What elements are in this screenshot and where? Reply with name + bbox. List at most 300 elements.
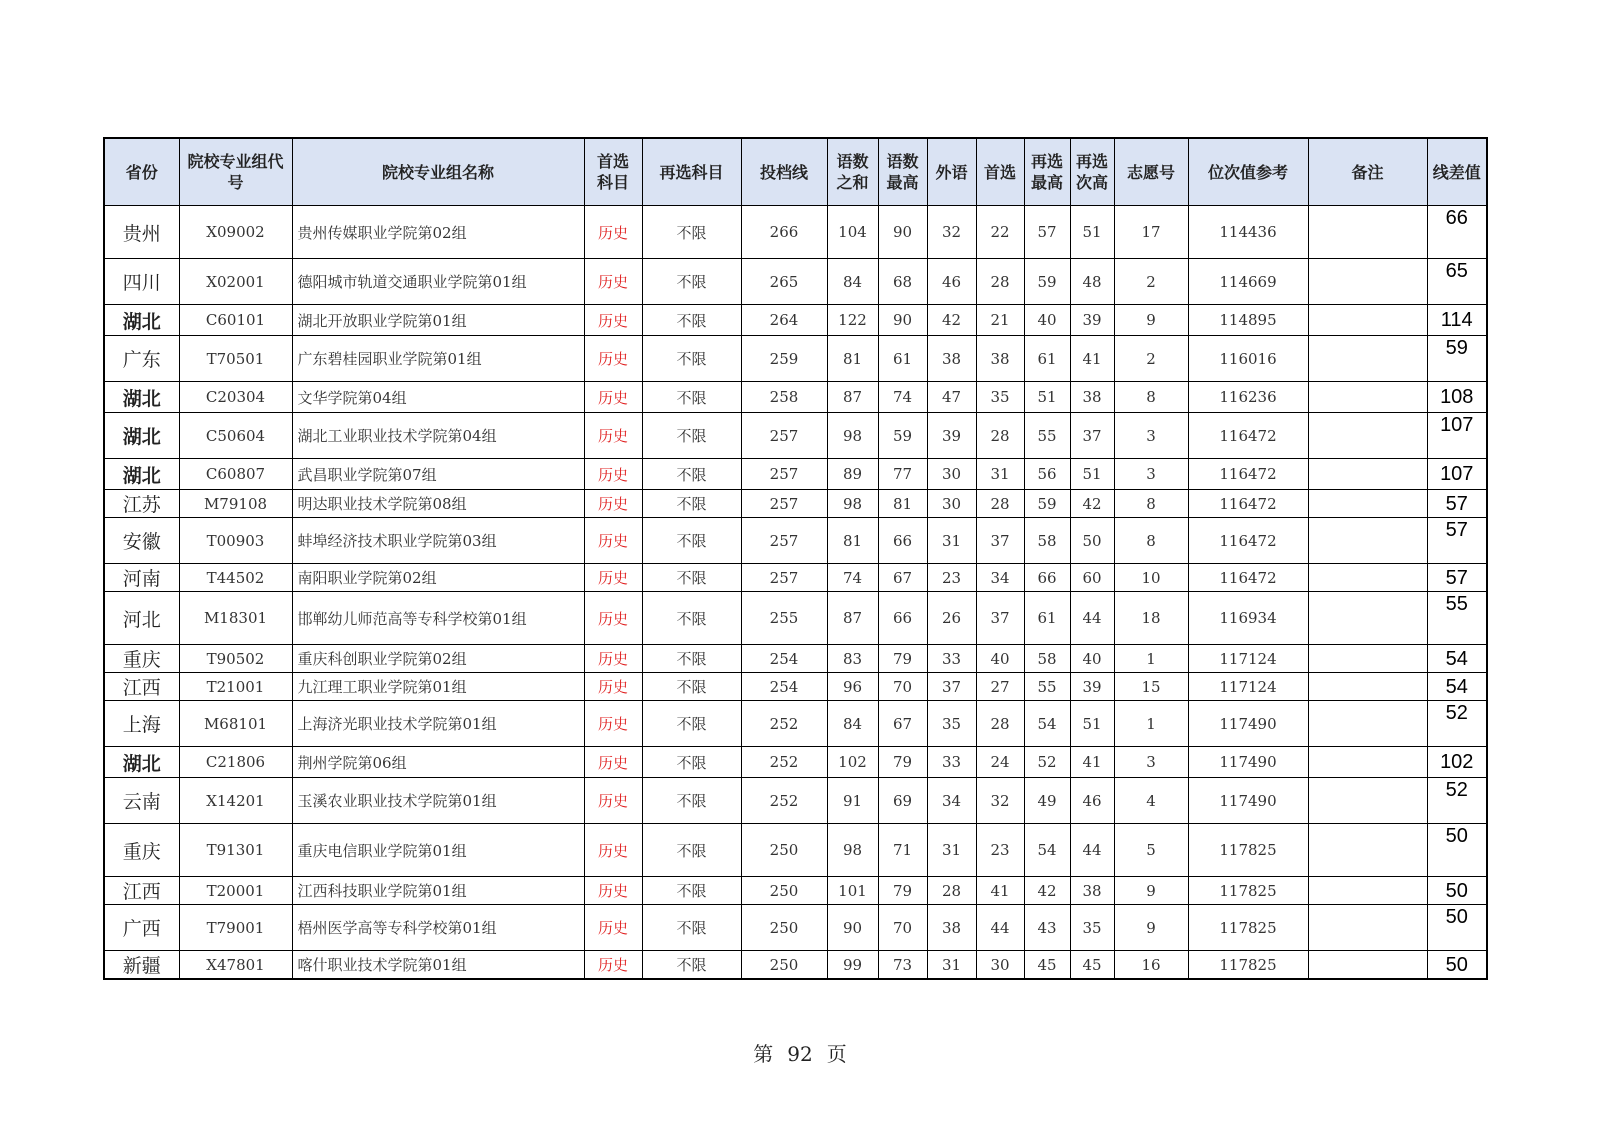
cell-foreign: 42 [927,305,976,336]
cell-diff: 66 [1427,206,1487,259]
cell-province: 重庆 [104,824,179,877]
cell-re-max: 56 [1024,459,1070,490]
page-footer [0,1038,1600,1067]
cell-name: 广东碧桂园职业学院第01组 [292,336,584,382]
cell-re-max: 40 [1024,305,1070,336]
table-row [104,645,1487,673]
cell-re-second: 50 [1070,518,1114,564]
cell-first: 30 [976,951,1024,980]
cell-first-subject: 历史 [584,905,642,951]
page-prefix: 第 [753,1042,774,1066]
cell-rank: 117825 [1188,951,1308,980]
cell-re-max: 55 [1024,673,1070,701]
header-province: 省份 [104,138,179,206]
cell-first: 41 [976,877,1024,905]
cell-second-subject: 不限 [642,747,741,778]
cell-re-max: 59 [1024,490,1070,518]
cell-second-subject: 不限 [642,905,741,951]
cell-first: 22 [976,206,1024,259]
cell-re-max: 51 [1024,382,1070,413]
cell-foreign: 30 [927,490,976,518]
cell-diff: 57 [1427,490,1487,518]
cell-diff: 50 [1427,877,1487,905]
cell-name: 喀什职业技术学院第01组 [292,951,584,980]
cell-wish: 5 [1114,824,1188,877]
cell-province: 安徽 [104,518,179,564]
cell-code: M68101 [179,701,292,747]
cell-line: 259 [741,336,827,382]
table-row [104,413,1487,459]
cell-code: T90502 [179,645,292,673]
cell-re-max: 52 [1024,747,1070,778]
cell-code: C20304 [179,382,292,413]
cell-first-subject: 历史 [584,778,642,824]
cell-province: 江西 [104,673,179,701]
cell-first-subject: 历史 [584,459,642,490]
cell-wish: 1 [1114,645,1188,673]
cell-name: 江西科技职业学院第01组 [292,877,584,905]
cell-code: M18301 [179,592,292,645]
cell-name: 重庆电信职业学院第01组 [292,824,584,877]
cell-diff: 114 [1427,305,1487,336]
cell-first: 34 [976,564,1024,592]
cell-yushu-sum: 81 [827,336,878,382]
cell-foreign: 34 [927,778,976,824]
cell-wish: 8 [1114,382,1188,413]
cell-rank: 117825 [1188,877,1308,905]
cell-line: 250 [741,877,827,905]
cell-yushu-sum: 101 [827,877,878,905]
cell-province: 湖北 [104,459,179,490]
cell-re-max: 66 [1024,564,1070,592]
cell-foreign: 26 [927,592,976,645]
cell-second-subject: 不限 [642,951,741,980]
cell-name: 荆州学院第06组 [292,747,584,778]
cell-second-subject: 不限 [642,490,741,518]
cell-province: 贵州 [104,206,179,259]
cell-yushu-sum: 91 [827,778,878,824]
cell-name: 蚌埠经济技术职业学院第03组 [292,518,584,564]
cell-remark [1308,645,1427,673]
cell-yushu-sum: 84 [827,701,878,747]
cell-remark [1308,778,1427,824]
cell-first-subject: 历史 [584,518,642,564]
cell-foreign: 31 [927,951,976,980]
cell-first: 37 [976,518,1024,564]
cell-name: 明达职业技术学院第08组 [292,490,584,518]
cell-code: C60101 [179,305,292,336]
cell-yushu-sum: 98 [827,413,878,459]
cell-first-subject: 历史 [584,747,642,778]
table-body [104,206,1487,980]
cell-first-subject: 历史 [584,673,642,701]
cell-yushu-max: 67 [878,564,927,592]
table-row [104,824,1487,877]
cell-first: 37 [976,592,1024,645]
cell-diff: 102 [1427,747,1487,778]
cell-yushu-max: 70 [878,673,927,701]
cell-first-subject: 历史 [584,824,642,877]
cell-second-subject: 不限 [642,259,741,305]
cell-yushu-max: 69 [878,778,927,824]
cell-yushu-max: 74 [878,382,927,413]
table-row [104,747,1487,778]
cell-foreign: 33 [927,645,976,673]
cell-rank: 114895 [1188,305,1308,336]
cell-foreign: 38 [927,905,976,951]
cell-re-max: 55 [1024,413,1070,459]
cell-yushu-sum: 122 [827,305,878,336]
table-row [104,701,1487,747]
header-diff: 线差值 [1427,138,1487,206]
cell-line: 257 [741,518,827,564]
cell-rank: 117825 [1188,905,1308,951]
header-re-max: 再选 最高 [1024,138,1070,206]
cell-wish: 8 [1114,490,1188,518]
cell-diff: 107 [1427,459,1487,490]
cell-second-subject: 不限 [642,413,741,459]
cell-foreign: 30 [927,459,976,490]
cell-diff: 108 [1427,382,1487,413]
page-suffix: 页 [826,1042,847,1066]
cell-remark [1308,747,1427,778]
cell-first: 23 [976,824,1024,877]
cell-diff: 54 [1427,673,1487,701]
cell-diff: 52 [1427,701,1487,747]
cell-wish: 10 [1114,564,1188,592]
cell-yushu-max: 66 [878,592,927,645]
table-row [104,778,1487,824]
cell-wish: 17 [1114,206,1188,259]
cell-first: 44 [976,905,1024,951]
cell-yushu-sum: 90 [827,905,878,951]
cell-yushu-sum: 104 [827,206,878,259]
cell-remark [1308,490,1427,518]
cell-name: 德阳城市轨道交通职业学院第01组 [292,259,584,305]
cell-province: 云南 [104,778,179,824]
cell-yushu-sum: 99 [827,951,878,980]
cell-re-max: 57 [1024,206,1070,259]
cell-second-subject: 不限 [642,564,741,592]
cell-re-second: 48 [1070,259,1114,305]
header-yushu-sum: 语数 之和 [827,138,878,206]
cell-yushu-max: 71 [878,824,927,877]
cell-wish: 8 [1114,518,1188,564]
cell-remark [1308,206,1427,259]
cell-diff: 57 [1427,518,1487,564]
cell-name: 贵州传媒职业学院第02组 [292,206,584,259]
cell-remark [1308,877,1427,905]
table-row [104,305,1487,336]
cell-foreign: 39 [927,413,976,459]
cell-name: 上海济光职业技术学院第01组 [292,701,584,747]
cell-rank: 116236 [1188,382,1308,413]
cell-line: 266 [741,206,827,259]
cell-line: 257 [741,459,827,490]
cell-rank: 114669 [1188,259,1308,305]
cell-re-second: 42 [1070,490,1114,518]
cell-first: 27 [976,673,1024,701]
cell-code: X02001 [179,259,292,305]
cell-line: 252 [741,778,827,824]
cell-code: T44502 [179,564,292,592]
header-wish: 志愿号 [1114,138,1188,206]
cell-line: 252 [741,701,827,747]
cell-yushu-max: 67 [878,701,927,747]
cell-province: 江西 [104,877,179,905]
cell-first: 28 [976,490,1024,518]
cell-diff: 57 [1427,564,1487,592]
cell-foreign: 37 [927,673,976,701]
cell-first: 28 [976,701,1024,747]
table-row [104,673,1487,701]
cell-re-second: 44 [1070,824,1114,877]
header-remark: 备注 [1308,138,1427,206]
cell-first-subject: 历史 [584,701,642,747]
cell-line: 264 [741,305,827,336]
cell-rank: 114436 [1188,206,1308,259]
table-row [104,259,1487,305]
cell-wish: 4 [1114,778,1188,824]
cell-foreign: 47 [927,382,976,413]
cell-province: 广西 [104,905,179,951]
cell-rank: 116472 [1188,564,1308,592]
cell-foreign: 28 [927,877,976,905]
cell-first: 31 [976,459,1024,490]
header-yushu-max: 语数 最高 [878,138,927,206]
cell-diff: 54 [1427,645,1487,673]
cell-yushu-max: 68 [878,259,927,305]
cell-line: 254 [741,645,827,673]
cell-code: C60807 [179,459,292,490]
cell-rank: 117490 [1188,778,1308,824]
cell-province: 江苏 [104,490,179,518]
cell-foreign: 33 [927,747,976,778]
table-row [104,459,1487,490]
cell-diff: 50 [1427,824,1487,877]
cell-province: 广东 [104,336,179,382]
cell-remark [1308,701,1427,747]
cell-first-subject: 历史 [584,206,642,259]
cell-remark [1308,951,1427,980]
cell-yushu-sum: 87 [827,592,878,645]
cell-yushu-max: 73 [878,951,927,980]
cell-diff: 50 [1427,951,1487,980]
table-row [104,336,1487,382]
cell-diff: 55 [1427,592,1487,645]
cell-re-max: 61 [1024,592,1070,645]
cell-yushu-max: 79 [878,747,927,778]
cell-foreign: 38 [927,336,976,382]
cell-foreign: 31 [927,518,976,564]
cell-code: X14201 [179,778,292,824]
cell-line: 250 [741,905,827,951]
cell-re-second: 51 [1070,459,1114,490]
cell-code: T70501 [179,336,292,382]
cell-re-max: 49 [1024,778,1070,824]
cell-code: C21806 [179,747,292,778]
cell-first-subject: 历史 [584,413,642,459]
header-name: 院校专业组名称 [292,138,584,206]
table-row [104,518,1487,564]
cell-re-second: 41 [1070,336,1114,382]
cell-yushu-sum: 81 [827,518,878,564]
cell-re-second: 37 [1070,413,1114,459]
cell-line: 265 [741,259,827,305]
cell-remark [1308,305,1427,336]
cell-diff: 52 [1427,778,1487,824]
table-row [104,564,1487,592]
cell-rank: 116472 [1188,413,1308,459]
cell-first-subject: 历史 [584,259,642,305]
table-row [104,905,1487,951]
cell-re-second: 44 [1070,592,1114,645]
cell-remark [1308,905,1427,951]
cell-name: 玉溪农业职业技术学院第01组 [292,778,584,824]
cell-foreign: 31 [927,824,976,877]
cell-second-subject: 不限 [642,824,741,877]
header-row [104,138,1487,206]
cell-re-max: 59 [1024,259,1070,305]
header-first-subject: 首选 科目 [584,138,642,206]
cell-re-max: 45 [1024,951,1070,980]
cell-diff: 65 [1427,259,1487,305]
cell-re-second: 41 [1070,747,1114,778]
cell-wish: 9 [1114,877,1188,905]
cell-foreign: 35 [927,701,976,747]
cell-first: 38 [976,336,1024,382]
cell-re-max: 42 [1024,877,1070,905]
header-foreign: 外语 [927,138,976,206]
cell-line: 250 [741,824,827,877]
cell-wish: 3 [1114,747,1188,778]
cell-province: 重庆 [104,645,179,673]
cell-rank: 116472 [1188,490,1308,518]
cell-diff: 50 [1427,905,1487,951]
cell-first: 28 [976,413,1024,459]
table-row [104,592,1487,645]
cell-first-subject: 历史 [584,564,642,592]
header-first: 首选 [976,138,1024,206]
cell-second-subject: 不限 [642,673,741,701]
cell-province: 河北 [104,592,179,645]
cell-wish: 9 [1114,305,1188,336]
cell-code: T20001 [179,877,292,905]
cell-diff: 59 [1427,336,1487,382]
cell-rank: 117490 [1188,747,1308,778]
cell-remark [1308,336,1427,382]
header-line: 投档线 [741,138,827,206]
cell-line: 254 [741,673,827,701]
page-number: 92 [787,1042,813,1066]
cell-line: 257 [741,490,827,518]
cell-yushu-sum: 96 [827,673,878,701]
cell-re-max: 58 [1024,518,1070,564]
cell-first-subject: 历史 [584,877,642,905]
table-row [104,951,1487,980]
cell-yushu-max: 59 [878,413,927,459]
cell-rank: 116016 [1188,336,1308,382]
cell-yushu-sum: 74 [827,564,878,592]
cell-code: C50604 [179,413,292,459]
cell-wish: 15 [1114,673,1188,701]
cell-rank: 117124 [1188,645,1308,673]
cell-wish: 2 [1114,336,1188,382]
cell-first-subject: 历史 [584,305,642,336]
cell-re-second: 40 [1070,645,1114,673]
cell-second-subject: 不限 [642,459,741,490]
cell-re-second: 35 [1070,905,1114,951]
table-row [104,206,1487,259]
cell-yushu-sum: 83 [827,645,878,673]
cell-remark [1308,518,1427,564]
cell-province: 湖北 [104,305,179,336]
cell-yushu-max: 66 [878,518,927,564]
cell-remark [1308,259,1427,305]
cell-name: 武昌职业学院第07组 [292,459,584,490]
cell-code: T21001 [179,673,292,701]
cell-wish: 9 [1114,905,1188,951]
cell-code: T00903 [179,518,292,564]
cell-remark [1308,564,1427,592]
cell-re-max: 54 [1024,701,1070,747]
cell-province: 湖北 [104,413,179,459]
cell-second-subject: 不限 [642,382,741,413]
cell-foreign: 23 [927,564,976,592]
cell-diff: 107 [1427,413,1487,459]
cell-re-second: 51 [1070,206,1114,259]
cell-second-subject: 不限 [642,592,741,645]
cell-name: 梧州医学高等专科学校第01组 [292,905,584,951]
cell-second-subject: 不限 [642,336,741,382]
cell-rank: 116472 [1188,518,1308,564]
cell-wish: 3 [1114,413,1188,459]
cell-name: 重庆科创职业学院第02组 [292,645,584,673]
cell-name: 九江理工职业学院第01组 [292,673,584,701]
cell-re-second: 46 [1070,778,1114,824]
cell-code: T79001 [179,905,292,951]
cell-second-subject: 不限 [642,645,741,673]
cell-code: T91301 [179,824,292,877]
cell-yushu-sum: 98 [827,490,878,518]
cell-line: 257 [741,564,827,592]
cell-line: 252 [741,747,827,778]
cell-remark [1308,459,1427,490]
cell-yushu-max: 79 [878,877,927,905]
header-second-subject: 再选科目 [642,138,741,206]
cell-code: X09002 [179,206,292,259]
cell-line: 250 [741,951,827,980]
cell-rank: 117825 [1188,824,1308,877]
cell-province: 四川 [104,259,179,305]
cell-first: 24 [976,747,1024,778]
cell-name: 邯郸幼儿师范高等专科学校第01组 [292,592,584,645]
cell-re-second: 38 [1070,877,1114,905]
cell-province: 上海 [104,701,179,747]
cell-first-subject: 历史 [584,336,642,382]
cell-yushu-max: 61 [878,336,927,382]
cell-rank: 116934 [1188,592,1308,645]
cell-re-second: 60 [1070,564,1114,592]
cell-yushu-max: 79 [878,645,927,673]
cell-yushu-max: 90 [878,305,927,336]
cell-rank: 116472 [1188,459,1308,490]
cell-re-max: 58 [1024,645,1070,673]
cell-yushu-max: 90 [878,206,927,259]
cell-first-subject: 历史 [584,490,642,518]
cell-wish: 1 [1114,701,1188,747]
cell-yushu-sum: 102 [827,747,878,778]
